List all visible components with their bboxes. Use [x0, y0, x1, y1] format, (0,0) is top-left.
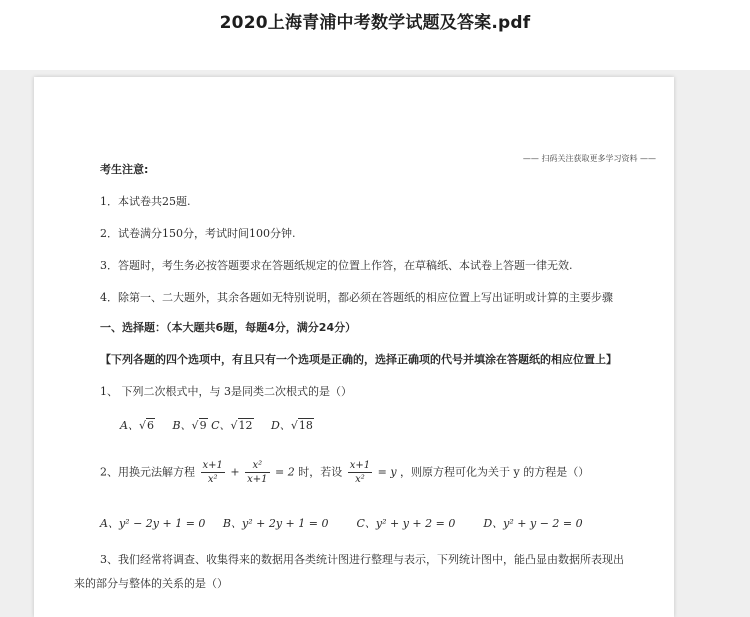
q2-opt-b: B、y² + 2y + 1 = 0	[222, 517, 329, 530]
pdf-page[interactable]	[34, 77, 674, 617]
notice-heading: 考生注意:	[100, 163, 149, 176]
q2-frac-3: $\frac{x+1}{\text{x²}}$	[349, 460, 371, 485]
q1-opt-a: A、√6	[120, 419, 154, 432]
section1-heading: 一、选择题：（本大题共6题，每题4分，满分24分）	[100, 321, 357, 334]
q2-eq-rhs: = 2	[275, 465, 295, 479]
notice-item-4: 4．除第一、二大题外，其余各题如无特别说明，都必须在答题纸的相应位置上写出证明或计算的主要步骤	[100, 291, 613, 304]
q1-stem: 1、 下列二次根式中，与 3是同类二次根式的是（）	[100, 385, 352, 398]
q1-options	[120, 417, 314, 433]
q2-frac-1: $\frac{x+1}{\text{x²}}$	[202, 460, 223, 485]
notice-item-3: 3．答题时，考生务必按答题要求在答题纸规定的位置上作答，在草稿纸、本试卷上答题一律无效.	[100, 259, 573, 272]
q1-opt-b: B、√9	[172, 419, 207, 432]
q1-opt-d: D、√18	[270, 419, 313, 432]
q1-opt-c: C、√12	[211, 419, 253, 432]
q2-mid: 时，若设	[298, 465, 343, 479]
q2-suffix: ，则原方程可化为关于 y 的方程是（）	[400, 465, 590, 479]
q2-stem	[100, 459, 589, 486]
watermark-text: —— 扫码关注获取更多学习资料 ——	[522, 154, 656, 163]
q2-opt-c: C、y² + y + 2 = 0	[356, 517, 456, 530]
q2-eq-y: = y	[377, 465, 397, 479]
q2-opt-a: A、y² − 2y + 1 = 0	[100, 517, 206, 530]
notice-item-1: 1．本试卷共25题.	[100, 195, 191, 208]
q2-plus: +	[230, 465, 240, 479]
q3-line-2: 来的部分与整体的关系的是（）	[74, 577, 228, 590]
notice-item-2: 2．试卷满分150分，考试时间100分钟.	[100, 227, 296, 240]
q2-opt-d: D、y² + y − 2 = 0	[483, 517, 583, 530]
document-title: 2020上海青浦中考数学试题及答案.pdf	[219, 13, 531, 33]
q3-line-1: 3、我们经常将调查、收集得来的数据用各类统计图进行整理与表示，下列统计图中，能凸显由数据所表现出	[100, 553, 624, 566]
title-bar	[0, 0, 750, 70]
section1-instruction: 【下列各题的四个选项中，有且只有一个选项是正确的，选择正确项的代号并填涂在答题纸的相应位置上】	[100, 353, 617, 366]
q2-options	[100, 515, 583, 531]
q2-prefix: 2、用换元法解方程	[100, 465, 195, 479]
q2-frac-2: $\frac{\text{x²}}{x+1}$	[247, 460, 268, 485]
